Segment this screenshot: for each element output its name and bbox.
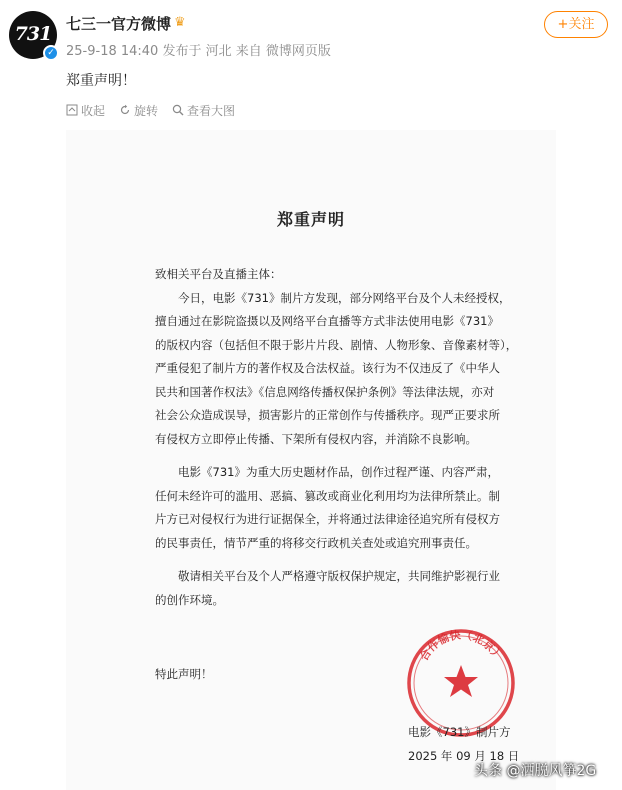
- red-seal-icon: [405, 627, 517, 739]
- collect-label: 收起: [81, 103, 106, 118]
- paragraph-line: 民共和国著作权法》《信息网络传播权保护条例》等法律法规，亦对: [155, 384, 495, 399]
- collect-button[interactable]: [66, 101, 105, 119]
- watermark-text: 头条 @洒脱风筝2G: [474, 763, 597, 779]
- paragraph-line: 今日，电影《731》制片方发现，部分网络平台及个人未经授权，: [178, 290, 511, 305]
- view-large-label: 查看大图: [187, 103, 236, 118]
- signature-date: 2025 年 09 月 18 日: [408, 749, 520, 763]
- paragraph-line: 敬请相关平台及个人严格遵守版权保护规定，共同维护影视行业: [178, 569, 500, 583]
- crown-icon: ♛: [174, 15, 186, 30]
- paragraph-gap: [155, 555, 527, 565]
- verified-badge-icon: ✓: [43, 45, 59, 61]
- statement-title: 郑重声明: [276, 210, 345, 229]
- rotate-button[interactable]: [119, 101, 158, 119]
- statement-body: [155, 263, 527, 612]
- paragraph-line: 片方已对侵权行为进行证据保全，并将通过法律途径追究所有侵权方: [155, 512, 500, 526]
- view-large-button[interactable]: [172, 101, 235, 119]
- paragraph-line: 电影《731》为重大历史题材作品，创作过程严谨、内容严肃，: [178, 465, 499, 479]
- statement-salutation: 致相关平台及直播主体：: [155, 267, 282, 281]
- username-link[interactable]: 七三一官方微博: [66, 15, 172, 33]
- paragraph-line: 擅自通过在影院盗摄以及网络平台直播等方式非法使用电影《731》: [155, 314, 499, 328]
- paragraph-line: 的民事责任，情节严重的将移交行政机关查处或追究刑事责任。: [155, 535, 477, 550]
- post-header: [0, 0, 622, 66]
- signature-organization: 电影《731》制片方: [408, 725, 511, 739]
- post-meta: [66, 40, 331, 59]
- follow-button[interactable]: +关注: [544, 11, 608, 38]
- post-date[interactable]: 25-9-18 14:40: [66, 44, 159, 59]
- svg-text:合作愉快（北京）: [416, 628, 504, 664]
- statement-image[interactable]: [66, 130, 556, 790]
- paragraph-line: 任何未经许可的滥用、恶搞、篡改或商业化利用均为法律所禁止。制: [155, 488, 500, 503]
- paragraph-gap: [155, 451, 527, 461]
- image-toolbar: [66, 101, 249, 119]
- paragraph-line: 严重侵犯了制片方的著作权及合法权益。该行为不仅违反了《中华人: [155, 361, 500, 375]
- post-meta-rest: 发布于 河北 来自 微博网页版: [162, 44, 331, 59]
- paragraph-line: 有侵权方立即停止传播、下架所有侵权内容，并消除不良影响。: [155, 431, 477, 446]
- rotate-icon: [119, 104, 131, 116]
- statement-paragraph-2: [155, 461, 527, 555]
- seal-text: 合作愉快（北京）: [417, 628, 505, 664]
- paragraph-line: 的创作环境。: [155, 592, 224, 607]
- statement-paragraph-3: [155, 565, 527, 612]
- rotate-label: 旋转: [134, 103, 159, 118]
- paragraph-line: 社会公众造成误导，损害影片的正常创作与传播秩序。现严正要求所: [155, 408, 500, 422]
- statement-paragraph-1: [155, 287, 527, 452]
- collapse-icon: [66, 104, 78, 116]
- paragraph-line: 的版权内容（包括但不限于影片片段、剧情、人物形象、音像素材等），: [155, 337, 518, 352]
- statement-closing: 特此声明！: [155, 667, 213, 681]
- avatar-logo-text: 731: [14, 23, 52, 45]
- magnify-icon: [172, 104, 184, 116]
- post-text: 郑重声明！: [66, 73, 136, 89]
